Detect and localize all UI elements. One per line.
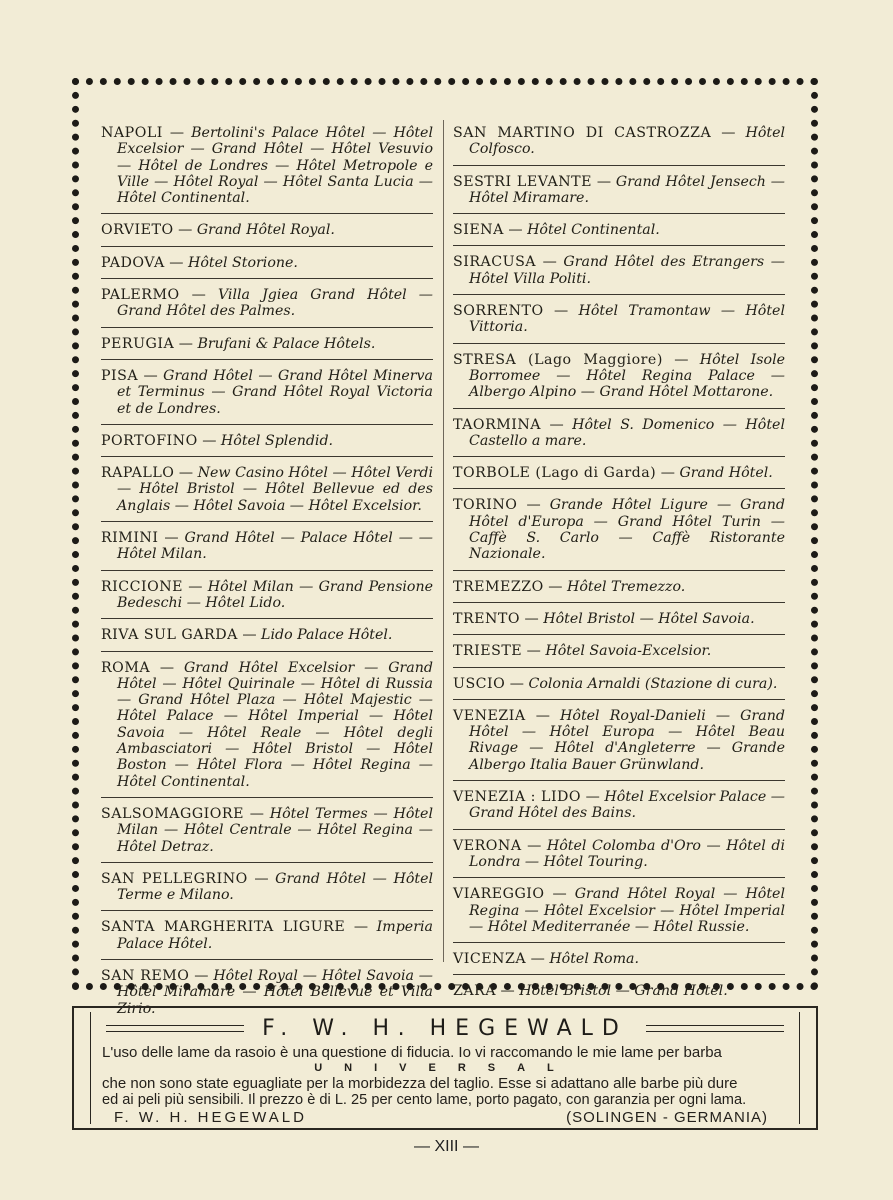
hotel-list: Hôtel Milan — Grand Pensione Bedeschi — Hôtel Lido.: [117, 578, 433, 611]
dash-separator: —: [543, 303, 579, 320]
hotel-entry: [101, 659, 433, 798]
city-name: TORBOLE (Lago di Garda): [453, 465, 657, 482]
left-column: [101, 124, 433, 1031]
page-number: — XIII —: [414, 1138, 479, 1155]
hotel-entry: [101, 805, 433, 863]
city-name: TRENTO: [453, 610, 521, 627]
ad-line-2: che non sono state eguagliate per la morbidezza del taglio. Esse si adattano alle barbe più dure: [102, 1075, 738, 1092]
hotel-entry: [453, 253, 785, 295]
hotel-entry: [101, 432, 433, 457]
hotel-entry: [453, 885, 785, 943]
city-name: ORVIETO: [101, 222, 174, 239]
city-name: SAN MARTINO DI CASTROZZA: [453, 125, 712, 141]
hotel-list: Imperia Palace Hôtel.: [117, 919, 433, 952]
city-name: SIENA: [453, 222, 504, 239]
hotel-list: Hôtel Termes — Hôtel Milan — Hôtel Centrale — Hôtel Regina — Hôtel Detraz.: [117, 805, 433, 855]
dash-separator: —: [591, 173, 616, 190]
hotel-entry: [101, 870, 433, 912]
hotel-list: Bertolini's Palace Hôtel — Hôtel Excelsior — Grand Hôtel — Hôtel Vesuvio — Hôtel de Londres — Hôtel Metropole e Ville — Hôtel Royal — Hôtel Santa Lucia — Hôtel Continental.: [117, 125, 433, 207]
dash-separator: —: [150, 659, 184, 676]
city-name: TAORMINA: [453, 416, 542, 433]
hotel-entry: [101, 221, 433, 246]
hotel-list: Hôtel Bristol — Hôtel Savoia.: [543, 610, 755, 627]
city-name: SANTA MARGHERITA LIGURE: [101, 919, 346, 936]
dash-separator: —: [174, 465, 198, 482]
hotel-list: Grand Hôtel Excelsior — Grand Hôtel — Hôtel Quirinale — Hôtel di Russia — Grand Hôtel Plaza — Hôtel Majestic — Hôtel Palace — Hôtel Imperial — Hôtel Savoia — Hôtel Reale — Hôtel degli Ambasciatori — Hôtel Bristol — Hôtel Boston — Hôtel Flora — Hôtel Regina — Hôtel Continental.: [117, 659, 433, 790]
hotel-entry: [453, 464, 785, 489]
dash-separator: —: [179, 287, 218, 304]
ad-universal: UNIVERSAL: [314, 1062, 576, 1074]
hotel-entry: [101, 367, 433, 425]
hotel-list: Hôtel Storione.: [188, 254, 298, 271]
hotel-entry: [453, 610, 785, 635]
hotel-list: Villa Jgiea Grand Hôtel — Grand Hôtel des Palmes.: [117, 287, 433, 320]
city-name: ROMA: [101, 659, 151, 676]
dash-separator: —: [662, 351, 700, 368]
city-name: PERUGIA: [101, 335, 175, 352]
city-name: TORINO: [453, 497, 518, 514]
city-name: TREMEZZO: [453, 578, 544, 595]
dash-separator: —: [162, 125, 192, 141]
dash-separator: —: [237, 627, 262, 644]
city-name: RIVA SUL GARDA: [101, 627, 238, 644]
city-name: SESTRI LEVANTE: [453, 173, 592, 190]
hotel-list: Colonia Arnaldi (Stazione di cura).: [528, 675, 778, 692]
hotel-entry: [453, 642, 785, 667]
hotel-list: Hôtel Tramontaw — Hôtel Vittoria.: [469, 303, 785, 336]
dash-separator: —: [247, 870, 276, 887]
hotel-entry: [453, 173, 785, 215]
hotel-list: New Casino Hôtel — Hôtel Verdi — Hôtel Bristol — Hôtel Bellevue ed des Anglais — Hôtel Savoia — Hôtel Excelsior.: [117, 465, 433, 514]
ad-footer-name: F. W. H. HEGEWALD: [114, 1109, 307, 1126]
hotel-list: Hôtel Savoia-Excelsior.: [545, 643, 712, 660]
dash-separator: —: [526, 951, 550, 968]
ad-line-1: L'uso delle lame da rasoio è una questione di fiducia. Io vi raccomando le mie lame per barba: [102, 1044, 722, 1061]
dash-separator: —: [581, 789, 605, 806]
right-column: [453, 124, 785, 1014]
hotel-entry: [453, 351, 785, 409]
dash-separator: —: [197, 432, 221, 449]
hotel-list: Hôtel Excelsior Palace — Grand Hôtel des Bains.: [469, 789, 785, 822]
hotel-entry: [453, 788, 785, 830]
dash-separator: —: [158, 530, 185, 547]
city-name: SIRACUSA: [453, 254, 537, 271]
dash-separator: —: [243, 805, 270, 822]
city-name: VENEZIA: [453, 707, 526, 724]
hotel-entry: [453, 496, 785, 570]
hotel-list: Grand Hôtel Royal.: [196, 222, 335, 239]
hotel-list: Hôtel Royal-Danieli — Grand Hôtel — Hôtel Europa — Hôtel Beau Rivage — Hôtel d'Angleterre — Grande Albergo Italia Bauer Grünwland.: [469, 707, 785, 773]
city-name: VIAREGGIO: [453, 886, 545, 903]
hotel-list: Hôtel Bristol — Grand Hôtel.: [519, 983, 728, 1000]
hotel-entry: [101, 578, 433, 620]
hotel-list: Hôtel Isole Borromee — Hôtel Regina Palace — Albergo Alpino — Grand Hôtel Mottarone.: [469, 351, 786, 401]
hotel-entry: [453, 707, 785, 781]
dash-separator: —: [536, 254, 564, 271]
city-name: PADOVA: [101, 254, 165, 271]
hotel-entry: [453, 675, 785, 700]
hotel-entry: [101, 529, 433, 571]
dash-separator: —: [656, 465, 680, 482]
hotel-list: Hôtel Splendid.: [220, 432, 334, 449]
dash-separator: —: [164, 254, 188, 271]
hotel-list: Grande Hôtel Ligure — Grand Hôtel d'Europa — Grand Hôtel Turin — Caffè S. Carlo — Caffè Ristorante Nazionale.: [469, 497, 785, 563]
city-name: RICCIONE: [101, 578, 184, 595]
city-name: RAPALLO: [101, 465, 175, 482]
city-name: SAN PELLEGRINO: [101, 870, 248, 887]
ad-title: F. W. H. HEGEWALD: [262, 1015, 628, 1041]
dash-separator: —: [541, 416, 573, 433]
ad-body: [102, 1044, 788, 1126]
hotel-list: Hôtel Continental.: [527, 222, 660, 239]
dash-separator: —: [522, 643, 546, 660]
hotel-entry: [453, 837, 785, 879]
hotel-entry: [101, 335, 433, 360]
city-name: TRIESTE: [453, 643, 523, 660]
hotel-entry: [453, 416, 785, 458]
dash-separator: —: [173, 222, 197, 239]
dash-separator: —: [503, 222, 528, 239]
city-name: SAN REMO: [101, 967, 190, 984]
city-name: NAPOLI: [101, 125, 163, 141]
dash-separator: —: [505, 675, 529, 692]
dash-separator: —: [543, 578, 567, 595]
ad-title-rule-right: [646, 1025, 784, 1032]
hotel-entry: [101, 124, 433, 214]
hotel-list: Hôtel Colfosco.: [469, 125, 786, 158]
dash-separator: —: [525, 707, 561, 724]
dash-separator: —: [544, 886, 575, 903]
city-name: SORRENTO: [453, 303, 544, 320]
city-name: PALERMO: [101, 287, 180, 304]
city-name: ZARA: [453, 983, 497, 1000]
dash-separator: —: [183, 578, 208, 595]
hotel-list: Hôtel Tremezzo.: [566, 578, 686, 595]
hotel-list: Grand Hôtel — Hôtel Terme e Milano.: [117, 870, 434, 904]
hotel-list: Grand Hôtel Royal — Hôtel Regina — Hôtel Excelsior — Hôtel Imperial — Hôtel Mediterranée — Hôtel Russie.: [469, 886, 785, 935]
advertisement-box: [72, 1006, 818, 1130]
ad-title-rule-left: [106, 1025, 244, 1032]
hotel-entry: [453, 221, 785, 246]
dash-separator: —: [520, 610, 544, 627]
dash-separator: —: [174, 335, 198, 352]
hotel-list: Lido Palace Hôtel.: [261, 627, 393, 644]
hotel-list: Hôtel Colomba d'Oro — Hôtel di Londra — Hôtel Touring.: [469, 837, 785, 870]
city-name: VENEZIA : LIDO: [453, 789, 582, 806]
hotel-entry: [101, 626, 433, 651]
city-name: USCIO: [453, 675, 506, 692]
hotel-entry: [101, 254, 433, 279]
ad-title-row: [106, 1014, 784, 1042]
hotel-list: Grand Hôtel des Etrangers — Hôtel Villa Politi.: [469, 254, 785, 287]
dash-separator: —: [517, 497, 550, 514]
hotel-list: Brufani & Palace Hôtels.: [197, 335, 376, 352]
hotel-entry: [453, 124, 785, 166]
city-name: RIMINI: [101, 530, 159, 547]
city-name: PORTOFINO: [101, 432, 198, 449]
hotel-entry: [453, 982, 785, 1006]
hotel-entry: [453, 578, 785, 603]
hotel-entry: [101, 918, 433, 960]
hotel-list: Grand Hôtel — Grand Hôtel Minerva et Terminus — Grand Hôtel Royal Victoria et de Londres.: [117, 367, 433, 417]
dash-separator: —: [345, 919, 377, 936]
hotel-entry: [101, 286, 433, 328]
hotel-list: Hôtel Royal — Hôtel Savoia — Hôtel Miramare — Hôtel Bellevue et Villa Zirio.: [117, 967, 433, 1017]
hotel-list: Grand Hôtel Jensech — Hôtel Miramare.: [469, 173, 785, 206]
dash-separator: —: [711, 125, 746, 141]
hotel-entry: [453, 302, 785, 344]
city-name: SALSOMAGGIORE: [101, 805, 244, 822]
city-name: VERONA: [453, 837, 522, 854]
column-divider: [443, 120, 444, 962]
ad-line-3: ed ai peli più sensibili. Il prezzo è di L. 25 per cento lame, porto pagato, con garanzia per ogni lama.: [102, 1092, 747, 1108]
ad-footer-location: (SOLINGEN - GERMANIA): [566, 1109, 768, 1126]
dash-separator: —: [496, 983, 520, 1000]
ad-footer: [102, 1109, 788, 1126]
dash-separator: —: [138, 367, 164, 384]
hotel-list: Grand Hôtel — Palace Hôtel — — Hôtel Milan.: [117, 530, 433, 563]
dash-separator: —: [521, 837, 547, 854]
hotel-entry: [453, 950, 785, 975]
city-name: PISA: [101, 367, 139, 384]
hotel-list: Grand Hôtel.: [679, 465, 773, 482]
city-name: STRESA (Lago Maggiore): [453, 351, 663, 368]
hotel-entry: [101, 464, 433, 522]
hotel-list: Hôtel S. Domenico — Hôtel Castello a mare.: [469, 416, 785, 449]
dash-separator: —: [189, 967, 214, 984]
city-name: VICENZA: [453, 951, 527, 968]
hotel-list: Hôtel Roma.: [549, 951, 640, 968]
